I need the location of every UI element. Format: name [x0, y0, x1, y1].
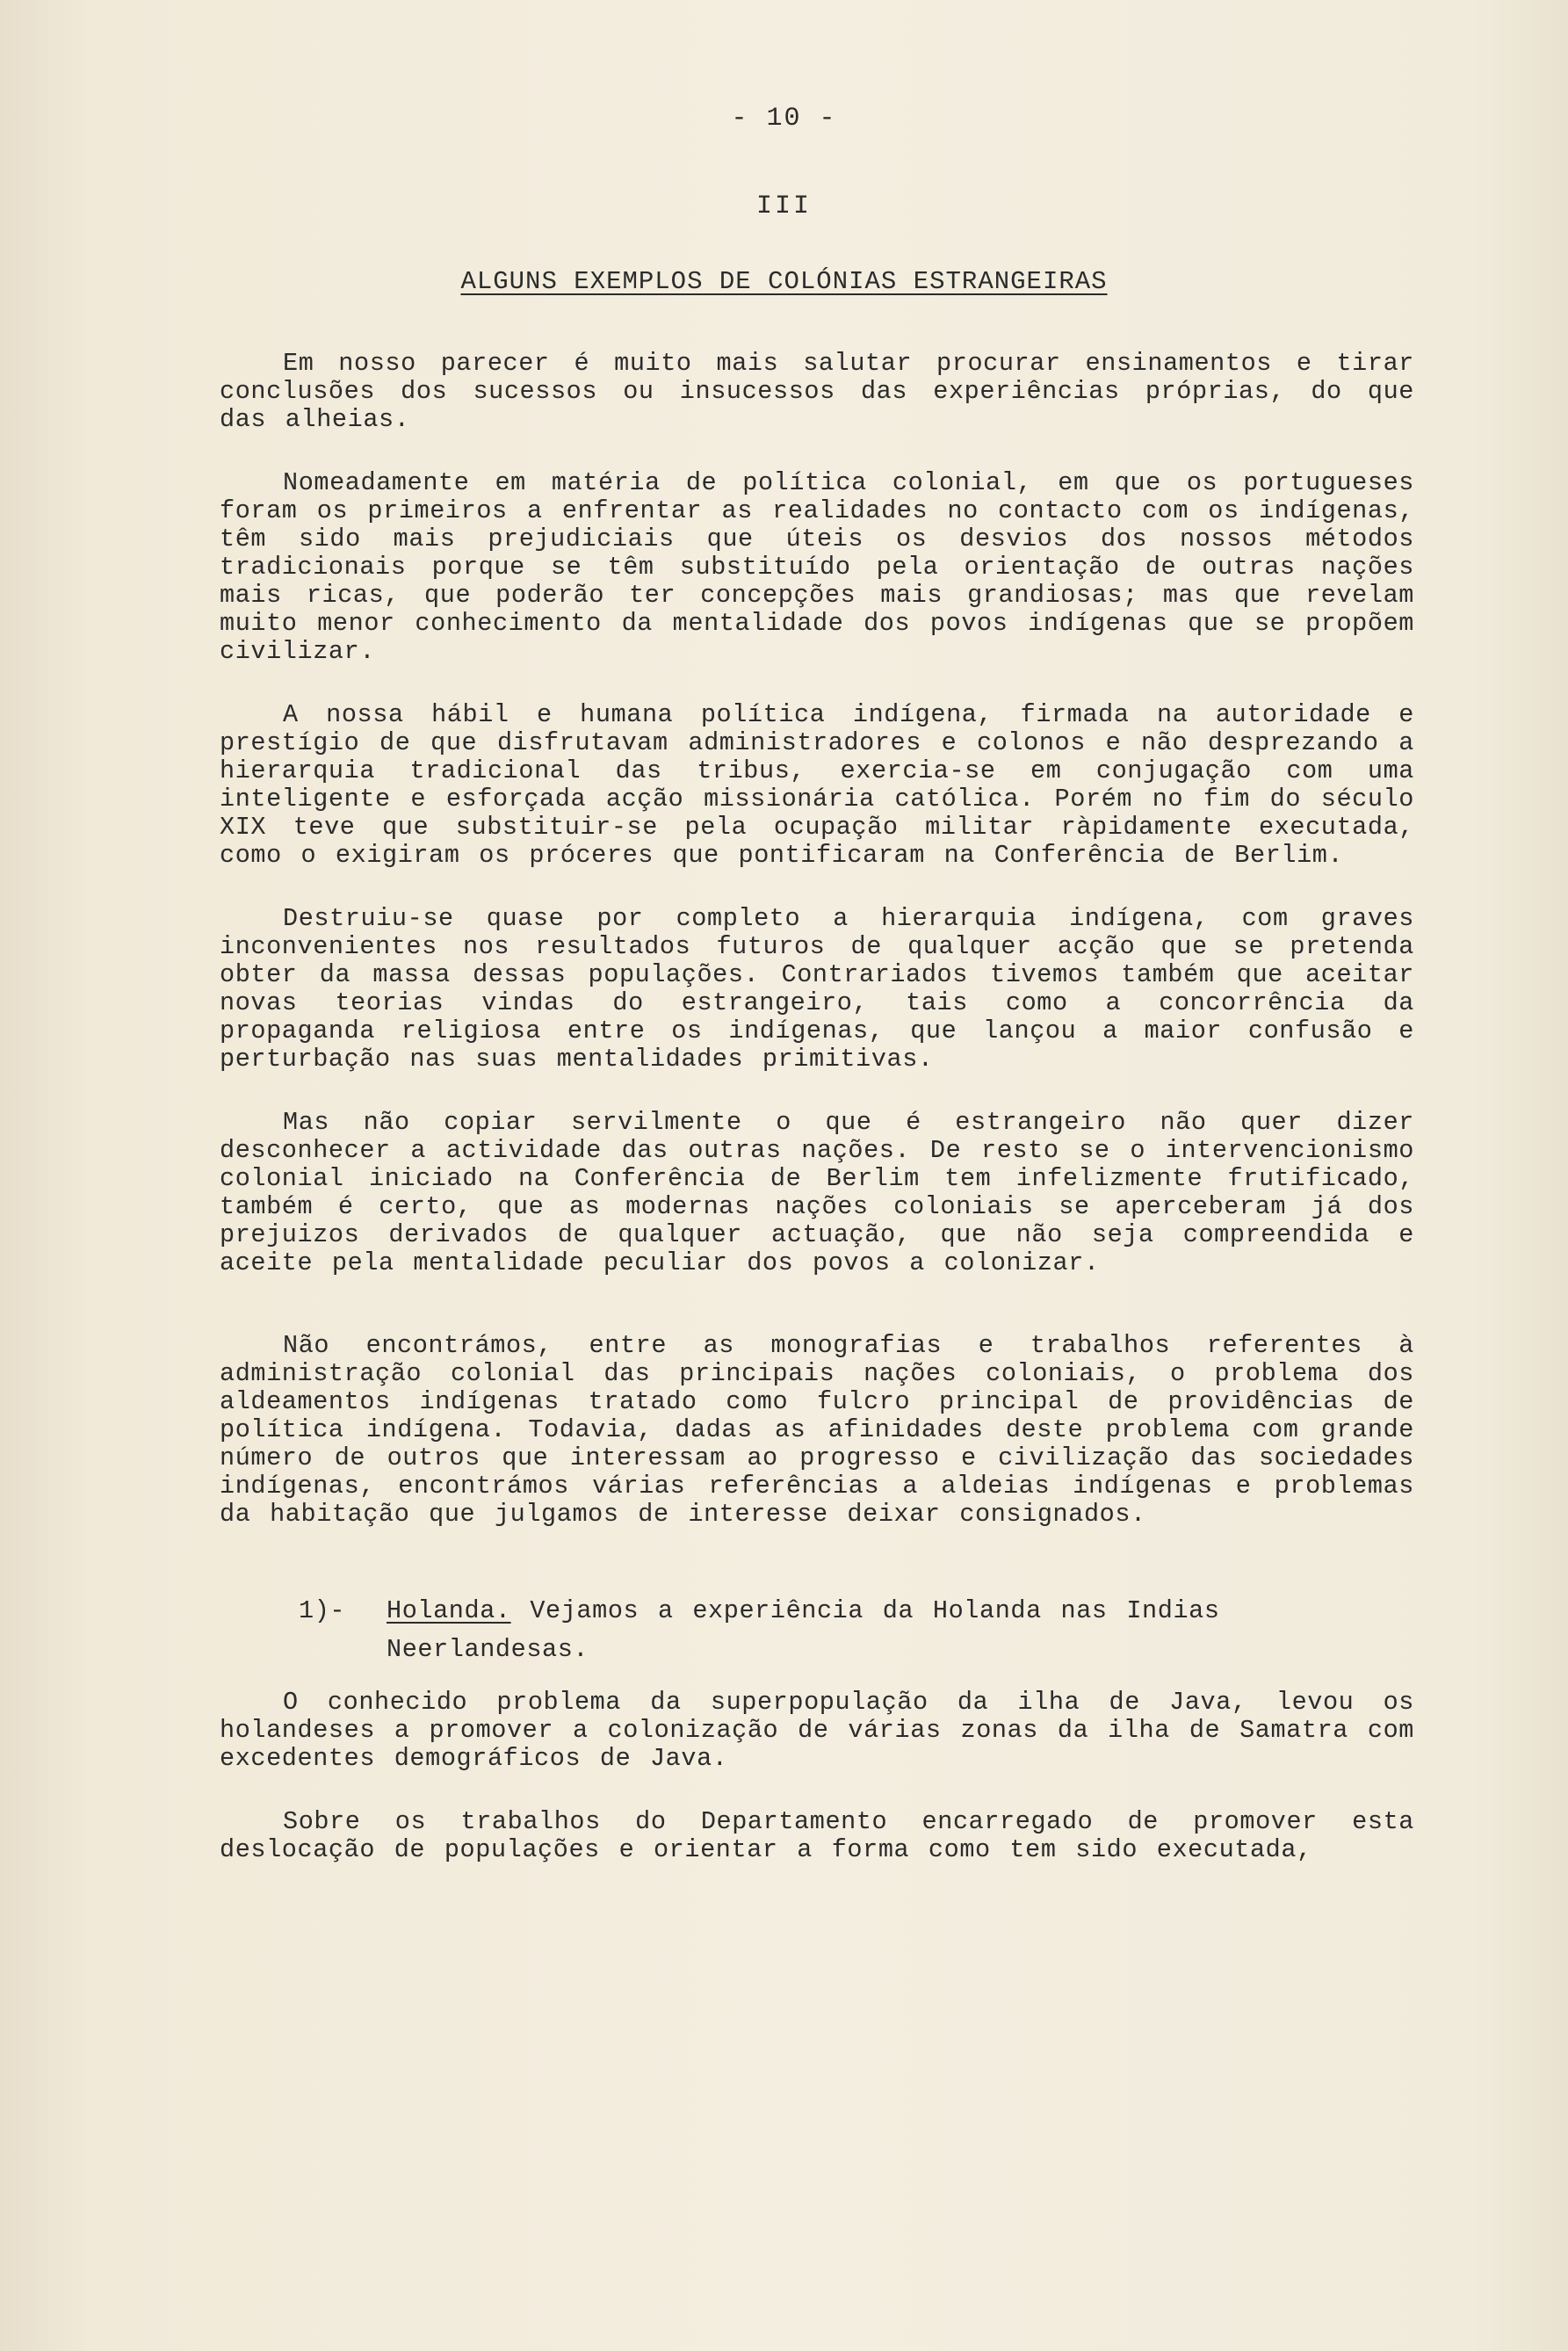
list-item-holanda: [299, 1592, 1414, 1669]
paragraph-1: Em nosso parecer é muito mais salutar procurar ensinamentos e tirar conclusões dos sucessos ou insucessos das experiências próprias, do que das alheias.: [220, 349, 1414, 434]
paragraph-3: A nossa hábil e humana política indígena, firmada na autoridade e prestígio de que disfrutavam administradores e colonos e não desprezando a hierarquia tradicional das tribus, exercia-se em conjugação com uma inteligente e esforçada acção missionária católica. Porém no fim do século XIX teve que substituir-se pela ocupação militar ràpidamente executada, como o exigiram os próceres que pontificaram na Conferência de Berlim.: [220, 700, 1414, 870]
section-heading: ALGUNS EXEMPLOS DE COLÓNIAS ESTRANGEIRAS: [460, 267, 1108, 296]
paragraph-6: Não encontrámos, entre as monografias e trabalhos referentes à administração colonial das principais nações coloniais, o problema dos aldeamentos indígenas tratado como fulcro principal de providências de política indígena. Todavia, dadas as afinidades deste problema com grande número de outros que interessam ao progresso e civilização das sociedades indígenas, encontrámos várias referências a aldeias indígenas e problemas da habitação que julgamos de interesse deixar consignados.: [220, 1331, 1414, 1529]
list-item-text: Vejamos a experiência da Holanda nas Indias Neerlandesas.: [387, 1596, 1220, 1664]
chapter-number: III: [755, 192, 812, 221]
paragraph-4: Destruiu-se quase por completo a hierarquia indígena, com graves inconvenientes nos resultados futuros de qualquer acção que se pretenda obter da massa dessas populações. Contrariados tivemos também que aceitar novas teorias vindas do estrangeiro, tais como a concorrência da propaganda religiosa entre os indígenas, que lançou a maior confusão e perturbação nas suas mentalidades primitivas.: [220, 904, 1414, 1074]
page-number: - 10 -: [731, 104, 837, 134]
paragraph-8: Sobre os trabalhos do Departamento encarregado de promover esta deslocação de populações e orientar a forma como tem sido executada,: [220, 1807, 1414, 1864]
list-item-title: Holanda.: [387, 1596, 511, 1625]
list-item-number: 1)-: [299, 1596, 346, 1625]
body-text: [220, 350, 1414, 1899]
paragraph-5: Mas não copiar servilmente o que é estrangeiro não quer dizer desconhecer a actividade das outras nações. De resto se o intervencionismo colonial iniciado na Conferência de Berlim tem infelizmente frutificado, também é certo, que as modernas nações coloniais se aperceberam já dos prejuizos derivados de qualquer actuação, que não seja compreendida e aceite pela mentalidade peculiar dos povos a colonizar.: [220, 1108, 1414, 1277]
paragraph-2: Nomeadamente em matéria de política colonial, em que os portugueses foram os primeiros a enfrentar as realidades no contacto com os indígenas, têm sido mais prejudiciais que úteis os desvios dos nossos métodos tradicionais porque se têm substituído pela orientação de outras nações mais ricas, que poderão ter concepções mais grandiosas; mas que revelam muito menor conhecimento da mentalidade dos povos indígenas que se propõem civilizar.: [220, 468, 1414, 666]
paragraph-7: O conhecido problema da superpopulação da ilha de Java, levou os holandeses a promover a colonização de várias zonas da ilha de Samatra com excedentes demográficos de Java.: [220, 1688, 1414, 1773]
